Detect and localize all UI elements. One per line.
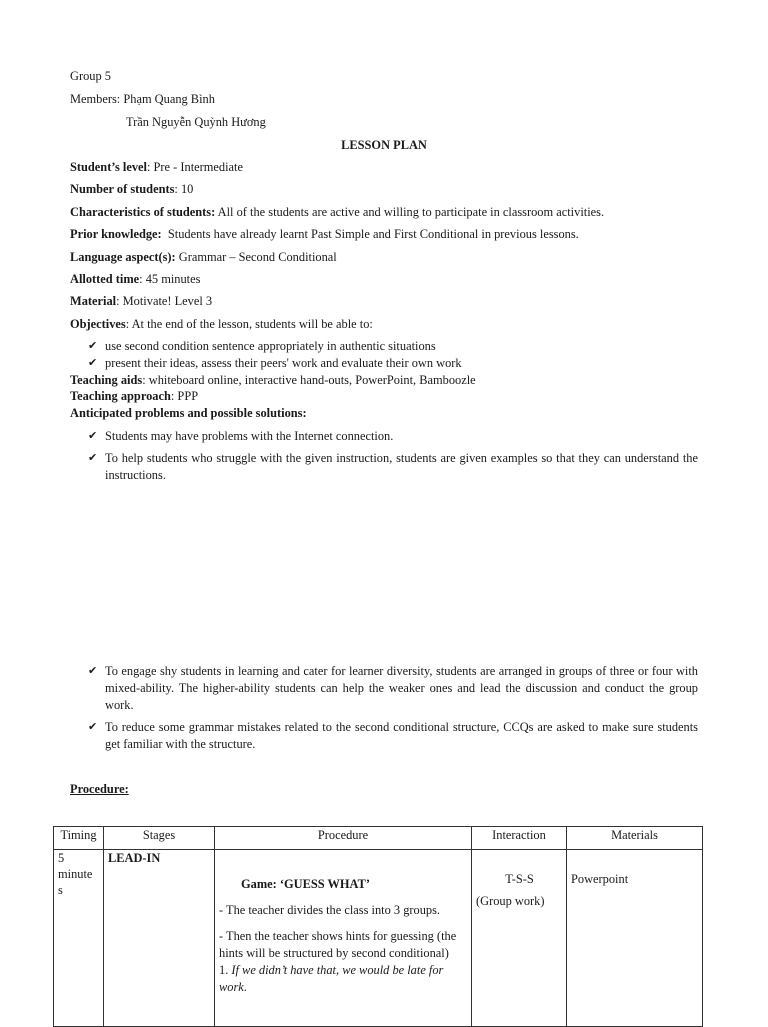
- check-icon: ✔: [88, 339, 98, 352]
- problem-item: To help students who struggle with the given instruction, students are given examples so that they can understand the instructions.: [105, 451, 698, 482]
- header-stages: Stages: [104, 827, 215, 850]
- objective-item: use second condition sentence appropriately in authentic situations: [105, 339, 436, 353]
- members-label: Members:: [70, 92, 121, 106]
- teaching-aids: [70, 372, 476, 388]
- field-label: Teaching aids: [70, 373, 143, 387]
- header-procedure: Procedure: [215, 827, 472, 850]
- materials-cell: [567, 850, 703, 1027]
- example-number: 1.: [219, 963, 232, 977]
- field-separator: :: [125, 317, 132, 331]
- example-text: If we didn’t have that, we would be late for work: [219, 963, 444, 994]
- anticipated-problems-heading: Anticipated problems and possible solutions:: [70, 406, 307, 420]
- stage-label: LEAD-IN: [108, 851, 161, 865]
- timing-line: s: [58, 883, 63, 897]
- teaching-approach: [70, 388, 198, 404]
- field-value: At the end of the lesson, students will be able to:: [131, 317, 373, 331]
- field-separator: :: [116, 294, 123, 308]
- problem-item: To reduce some grammar mistakes related to the second conditional structure, CCQs are asked to make sure students get familiar with the structure.: [105, 720, 698, 751]
- header-materials: Materials: [567, 827, 703, 850]
- field-label: Characteristics of students:: [70, 205, 216, 219]
- member-1: Phạm Quang Bình: [123, 92, 215, 106]
- material-item: Powerpoint: [571, 872, 629, 886]
- check-icon: ✔: [88, 429, 98, 442]
- field-value: All of the students are active and willing to participate in classroom activities.: [217, 205, 605, 219]
- field-label: Number of students: [70, 182, 175, 196]
- check-icon: ✔: [88, 451, 98, 464]
- interaction-cell: [472, 850, 567, 1027]
- field-prior-knowledge: [70, 226, 579, 242]
- field-separator: :: [170, 389, 178, 403]
- field-allotted-time: [70, 271, 200, 287]
- header-timing: Timing: [54, 827, 104, 850]
- check-icon: ✔: [88, 356, 98, 369]
- field-label: Prior knowledge:: [70, 227, 162, 241]
- field-number-of-students: [70, 181, 193, 197]
- field-value: Motivate! Level 3: [122, 294, 213, 308]
- interaction-note: (Group work): [476, 894, 545, 908]
- table-row: [54, 850, 703, 1027]
- field-separator: :: [146, 160, 154, 174]
- field-value: PPP: [177, 389, 199, 403]
- problem-item: Students may have problems with the Internet connection.: [105, 429, 394, 443]
- field-label: Teaching approach: [70, 389, 171, 403]
- table-header-row: [54, 827, 703, 850]
- procedure-table: [53, 826, 703, 1027]
- field-label: Material: [70, 294, 117, 308]
- timing-line: minute: [58, 867, 93, 881]
- objective-item: present their ideas, assess their peers' work and evaluate their own work: [105, 356, 462, 370]
- interaction-type: T-S-S: [505, 872, 534, 886]
- field-value: Pre - Intermediate: [153, 160, 243, 174]
- timing-cell: [54, 850, 104, 1027]
- field-material: [70, 293, 212, 309]
- procedure-heading: Procedure:: [70, 782, 129, 796]
- stage-cell: [104, 850, 215, 1027]
- members-line: [70, 91, 215, 107]
- member-2: Trần Nguyễn Quỳnh Hương: [126, 115, 266, 129]
- timing-line: 5: [58, 851, 65, 865]
- problem-item: To engage shy students in learning and cater for learner diversity, students are arranged in groups of three or four with mixed-ability. The higher-ability students can help the weaker ones and lead the discussion and conduct the group work.: [105, 664, 698, 712]
- field-value: whiteboard online, interactive hand-outs, PowerPoint, Bamboozle: [148, 373, 476, 387]
- field-students-level: [70, 159, 243, 175]
- field-value: 10: [180, 182, 194, 196]
- procedure-cell: [215, 850, 472, 1027]
- example-end: .: [243, 980, 247, 994]
- field-separator: :: [142, 373, 149, 387]
- field-separator: :: [139, 272, 146, 286]
- field-value: 45 minutes: [145, 272, 201, 286]
- lesson-plan-title: LESSON PLAN: [341, 138, 427, 152]
- field-separator: :: [174, 182, 181, 196]
- field-label: Objectives: [70, 317, 126, 331]
- field-value: Students have already learnt Past Simple and First Conditional in previous lessons.: [167, 227, 579, 241]
- check-icon: ✔: [88, 664, 98, 677]
- field-objectives: [70, 316, 373, 332]
- game-title-line: [235, 876, 370, 893]
- procedure-step: - Then the teacher shows hints for guessing (the hints will be structured by second conditional): [219, 929, 457, 960]
- header-interaction: Interaction: [472, 827, 567, 850]
- group-name: Group 5: [70, 69, 111, 83]
- field-language-aspects: [70, 249, 337, 265]
- game-title: Game: ‘GUESS WHAT’: [241, 877, 370, 891]
- procedure-step: - The teacher divides the class into 3 groups.: [219, 903, 441, 917]
- check-icon: ✔: [88, 720, 98, 733]
- field-characteristics: [70, 204, 604, 220]
- field-label: Student’s level: [70, 160, 147, 174]
- field-label: Allotted time: [70, 272, 140, 286]
- example-sentence: [219, 962, 464, 996]
- field-value: Grammar – Second Conditional: [178, 250, 337, 264]
- field-label: Language aspect(s):: [70, 250, 176, 264]
